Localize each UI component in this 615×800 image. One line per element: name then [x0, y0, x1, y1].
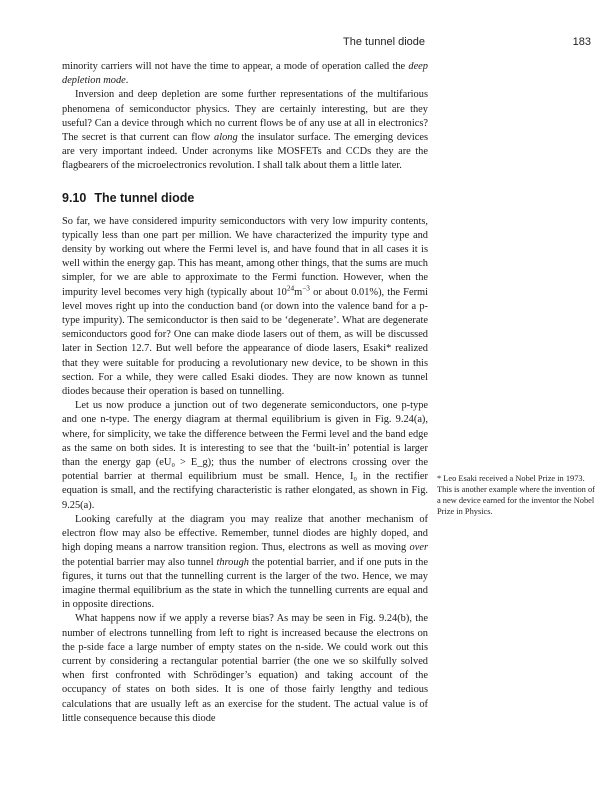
paragraph [62, 88, 428, 173]
text-run: the potential barrier, and if one puts in the figures, it turns out that the tunnelling current is the larger of the two. Hence, we may imagine thermal equilibrium as the state in which the tunnelling currents are equal and in opposite directions. [62, 556, 428, 611]
text-run: Looking carefully at the diagram you may realize that another mechanism of electron flow may also be effective. Remember, tunnel diodes are highly doped, and high doping means a narrow transition region. Thus, electrons as well as moving [62, 513, 428, 554]
text-run: . [125, 75, 129, 87]
section-number: 9.10 [62, 190, 87, 205]
text-run: m [294, 286, 303, 298]
running-title: The tunnel diode [343, 36, 425, 48]
text-run: or about 0.01%), the Fermi level moves right up into the conduction band (or down into the valence band for a p-type impurity). The semiconductor is then said to be ‘degenerate’. What are degenerate semiconductors good for? One can make diode lasers out of them, as will be discussed later in Section 12.7. But well before the appearance of diode lasers, Esaki* realized that they were suitable for producing a revolutionary new device, to be shown in this section. For a while, they were called Esaki diodes. They are now known as tunnel diodes because their operation is based on tunnelling. [62, 286, 428, 398]
superscript: −3 [302, 284, 310, 293]
emphasis: deep depletion mode [62, 61, 428, 87]
page-number: 183 [572, 36, 591, 48]
superscript: 24 [286, 284, 295, 293]
emphasis: through [216, 556, 249, 568]
text-run: minority carriers will not have the time to appear, a mode of operation called the [62, 61, 409, 72]
text-run: So far, we have considered impurity semiconductors with very low impurity contents, typically less than one part per million. We have characterized the impurity type and density by working out where the Fermi level is, and have found that in all cases it is well within the energy gap. This has meant, among other things, that the sums are much simpler, for we are able to approximate to the Fermi function. However, when the impurity level becomes very high (typically about 10 [62, 215, 428, 298]
emphasis: over [409, 542, 428, 554]
paragraph-continuation [62, 60, 428, 88]
text-run: Let us now produce a junction out of two degenerate semiconductors, one p-type and one n-type. The energy diagram at thermal equilibrium is given in Fig. 9.24(a), where, for simplicity, we take the difference between the Fermi level and the band edge as the same on both sides. It is interesting to see that the ‘built-in’ potential is larger than the energy gap (eU₀ > E_g); thus the number of electrons crossing over the potential barrier at thermal equilibrium must be small. Hence, I₀ in the rectifier equation is small, and the rectifying characteristic is rather elongated, as shown in Fig. 9.25(a). [62, 400, 428, 511]
text-run: What happens now if we apply a reverse bias? As may be seen in Fig. 9.24(b), the number of electrons tunnelling from left to right is increased because the electrons on the p-side face a large number of empty states on the n-side. We could work out this current by considering a rectangular potential barrier (the one we so skilfully solved when first confronted with Schrödinger’s equation) and taking account of the occupancy of states on both sides. It is one of those fairly lengthy and tedious calculations that are usually left as an exercise for the student. The actual value is of little consequence because this diode [62, 613, 428, 724]
text-run: the potential barrier may also tunnel [62, 556, 217, 568]
margin-note: * Leo Esaki received a Nobel Prize in 1973. This is another example where the invention of a new device earned for the inventor the Nobel Prize in Physics. [437, 474, 595, 516]
paragraph [62, 399, 428, 513]
section-title: The tunnel diode [94, 190, 195, 205]
text-run: Inversion and deep depletion are some further representations of the multifarious phenomena of semiconductor physics. They are certainly interesting, but are they useful? Can a device through which no current flows be of any use at all in electronics? The secret is that current can flow [62, 89, 428, 144]
main-text-column [62, 60, 428, 726]
section-heading [62, 190, 428, 206]
paragraph [62, 513, 428, 612]
running-header [0, 36, 615, 54]
emphasis: along [214, 132, 238, 144]
text-run: the insulator surface. The emerging devices are very important indeed. Under acronyms like MOSFETs and CCDs they are the flagbearers of the microelectronics revolution. I shall talk about them a little later. [62, 132, 428, 172]
paragraph [62, 612, 428, 726]
paragraph [62, 215, 428, 400]
